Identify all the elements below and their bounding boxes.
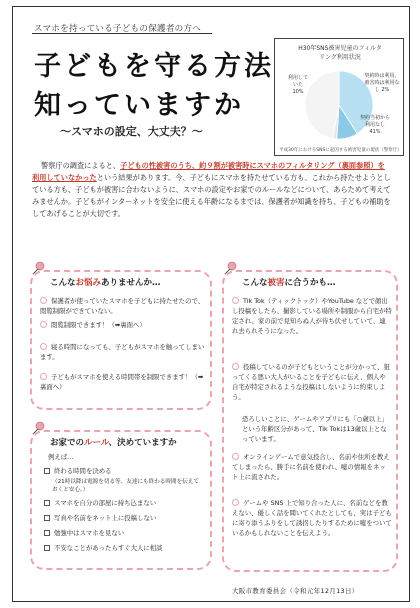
rule-item xyxy=(44,466,206,476)
page-title-line1: 子どもを守る方法 xyxy=(34,51,274,82)
bullet-icon xyxy=(40,297,47,304)
intro-highlight: 子どもの性被害のうち、約９割が被害時にスマホのフィルタリング（裏面参照）を利用していなかった xyxy=(32,161,385,182)
damage-item xyxy=(232,498,392,538)
rule-item xyxy=(44,543,206,553)
bullet-icon xyxy=(232,297,239,304)
rules-title-pre: お家での xyxy=(50,438,85,448)
damage-note: 恐ろしいことに、ゲームやアプリにも「○歳以上」という年齢区分があって、Tik Tokは13歳以上となっています。 xyxy=(242,415,388,443)
pie-chart-title-line2: リング利用状況 xyxy=(319,54,361,61)
rules-title-red: ルール xyxy=(84,438,109,448)
rules-title-post: 、決めていますか xyxy=(108,438,177,448)
worry-item xyxy=(40,342,206,362)
pie-label-not-using-l3: 41% xyxy=(369,129,381,135)
damages-title-pre: こんな xyxy=(242,278,268,288)
subtitle-underline xyxy=(32,33,212,34)
pie-label-not-using-l1: 契約当初から xyxy=(359,115,390,121)
checkbox-icon xyxy=(44,468,50,474)
damage-item xyxy=(232,296,392,336)
pie-chart-source-note: 平成30年におけるSNSに起因する被害児童の現状（警察庁） xyxy=(279,148,402,153)
damage-item-text: Tik Tok（ティックトック）やYouTube などで顔出し投稿をしたら、撮影している場所や制服から自宅が特定され、家の前で見知らぬ人が待ち伏せしていて、連れ去られそうになった。 xyxy=(232,297,392,335)
worries-title-red: お悩み xyxy=(75,278,102,288)
pie-label-using-l2: いた xyxy=(292,82,303,88)
bullet-icon xyxy=(232,363,239,370)
bullet-icon xyxy=(40,343,47,350)
worry-item-text: 閲覧制限できます！（➡裏面へ） xyxy=(51,321,146,329)
worries-box-title xyxy=(50,276,161,288)
page-title-line2: 知っていますか xyxy=(34,90,244,121)
footer-publisher: 大阪市教育委員会（令和元年12月13日） xyxy=(232,587,359,595)
pie-label-not-using-l2: 利用なし xyxy=(364,122,385,128)
worries-title-post: ありませんか… xyxy=(101,278,161,288)
pie-chart-title-line1: H30年SNS被害児童のフィルタ xyxy=(298,45,382,52)
worries-title-pre: こんな xyxy=(50,278,76,288)
intro-text-2: という結果があります。今、子どもにスマホを持たせている方も、これから持たせようとしている方も、子どもが被害に合わないように、スマホの設定やお家でのルールなどについて、あらためて考えてみませんか。子どもがインターネットを安全に使える年齢になるまでは、保護者が知識を持ち、子どもの補助をしてあげることが大切です。 xyxy=(32,173,391,218)
intro-paragraph xyxy=(32,160,392,220)
checkbox-icon xyxy=(44,530,50,536)
worry-item xyxy=(40,296,206,316)
header-subtitle: スマホを持っている子どもの保護者の方へ xyxy=(34,24,202,34)
checkbox-icon xyxy=(44,545,50,551)
worry-item-text: 保護者が使っていたスマホを子どもに持たせたので、閲覧制限ができていない。 xyxy=(40,297,205,315)
damage-item-text: ゲームや SNS 上で知り合った人に、名前などを教えない、優しく話を聞いてくれたとしても、実は子どもに寄り添うふりをして誘拐したりするために嘘をついているかもしれないことを伝えよう。 xyxy=(232,499,392,537)
worry-item-text: 子どもがスマホを使える時間帯を制限できます！（➡裏面へ） xyxy=(40,373,204,391)
damage-item-text: オンラインゲームで意気投合し、名前や住所を教えてしまったら、勝手に名前を使われ、嘘の情報をネット上に流された。 xyxy=(232,453,390,481)
damage-item-text: 投稿しているのが子どもということが分かって、狙ってくる悪い大人がいることを子どもに伝え、個人や自宅が特定されるような投稿はしないように約束しよう。 xyxy=(232,363,390,401)
pie-label-using xyxy=(281,75,315,96)
pie-label-using-l3: 10% xyxy=(292,89,304,95)
bullet-icon xyxy=(40,321,47,328)
rule-item xyxy=(44,528,206,538)
pie-chart-box xyxy=(274,38,404,156)
rule-item-text: スマホを自分の部屋に持ち込まない xyxy=(54,499,157,507)
rule-item xyxy=(44,513,206,523)
rule-item-text: 勉強中はスマホを見ない xyxy=(54,529,125,537)
rule-item-note: （21時以降は電源を切る等、友達にも終わる時間を伝えておくと安心。） xyxy=(52,479,199,493)
pie-label-unknown-l2: 被害時は利用な xyxy=(364,80,400,86)
rule-item xyxy=(44,498,206,508)
bullet-icon xyxy=(232,499,239,506)
damages-title-post: に合うかも… xyxy=(284,278,336,288)
rules-lead: 例えば… xyxy=(48,453,74,461)
worry-item-text: 寝る時間になっても、子どもがスマホを触ってしまいます。 xyxy=(40,343,205,361)
bullet-icon xyxy=(232,453,239,460)
pie-label-not-using xyxy=(355,115,395,136)
pushpin-icon xyxy=(30,420,46,436)
page-title-line3: ～スマホの設定、大丈夫？～ xyxy=(60,125,203,138)
checkbox-icon xyxy=(44,515,50,521)
damage-item xyxy=(232,362,392,402)
rule-item-text: 終わる時間を決める xyxy=(54,467,112,475)
checkbox-icon xyxy=(44,500,50,506)
pie-label-unknown-l1: 契約時は利用、 xyxy=(364,73,400,79)
pushpin-icon xyxy=(30,260,46,276)
pie-label-using-l1: 利用して xyxy=(287,75,308,81)
worry-item xyxy=(40,320,206,330)
rule-item-text: 不安なことがあったらすぐ大人に相談 xyxy=(54,544,163,552)
bullet-icon xyxy=(40,373,47,380)
damages-box-title xyxy=(242,276,336,288)
rule-item-text: 写真や名前をネット上に投稿しない xyxy=(54,514,157,522)
intro-text-1: 警察庁の調査によると、 xyxy=(41,161,121,170)
damage-item xyxy=(232,452,392,482)
pushpin-icon xyxy=(222,260,238,276)
worry-item xyxy=(40,372,206,392)
pie-label-unknown-l3: し 2% xyxy=(374,87,390,93)
rules-box-title xyxy=(50,436,177,448)
pie-chart xyxy=(275,39,405,157)
damages-title-red: 被害 xyxy=(267,278,285,288)
pie-label-unknown xyxy=(361,73,403,94)
